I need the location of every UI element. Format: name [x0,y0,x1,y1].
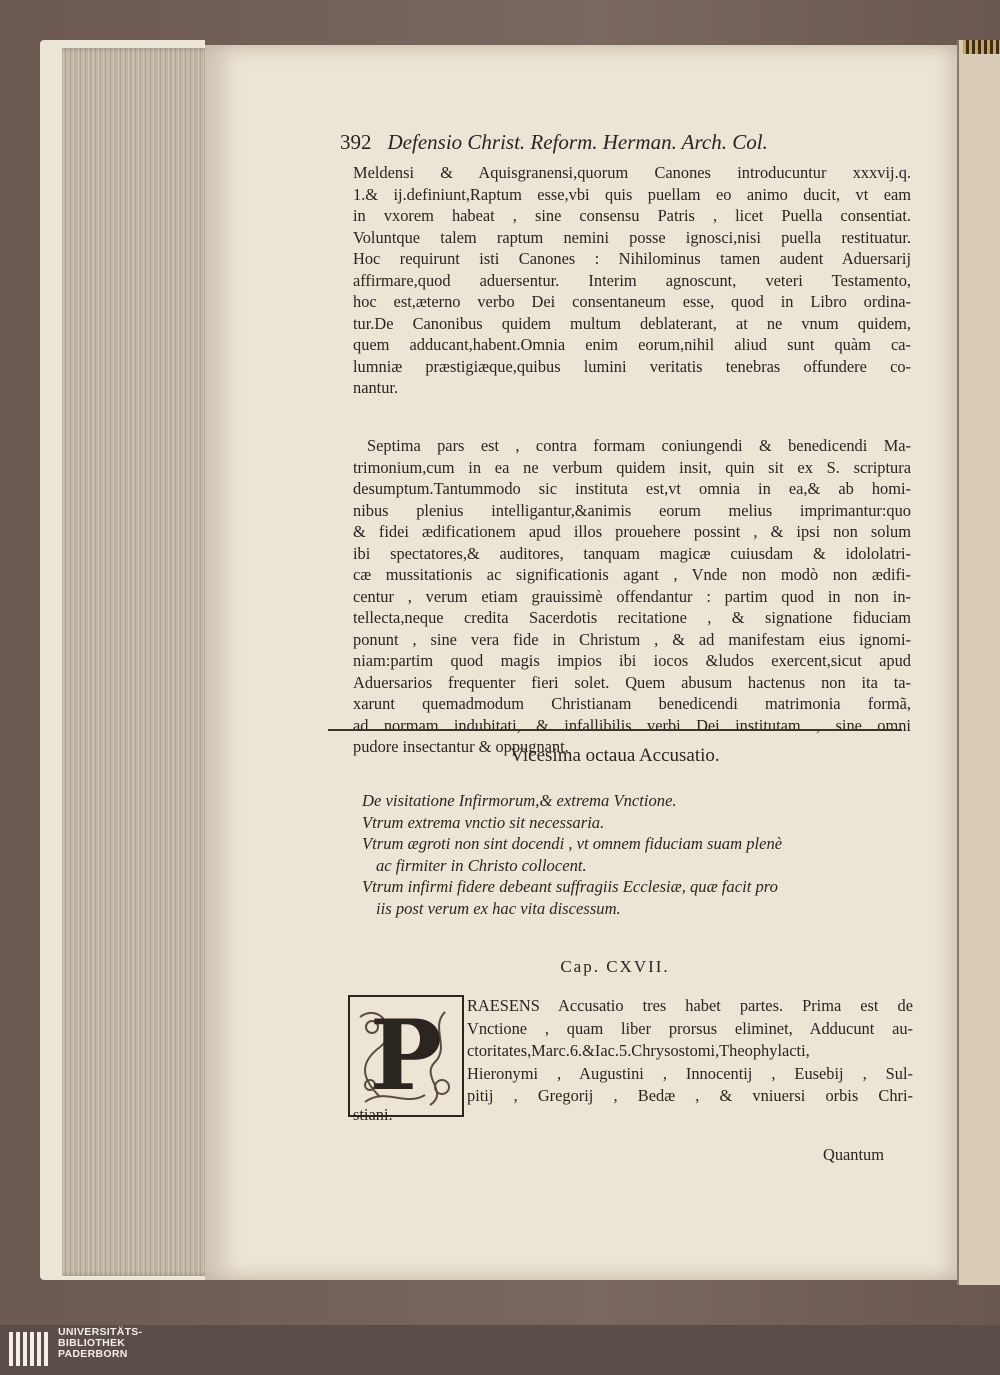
page-number: 392 [340,130,372,154]
text-line: affirmare,quod aduersentur. Interim agnoscunt, veteri Testamento, [353,270,911,290]
topic-item: iis post verum ex hac vita discessum. [376,898,621,918]
text-line: ibi spectatores,& auditores, tanquam magicæ cuiusdam & idololatri- [353,543,911,563]
text-line: ponunt , sine vera fide in Christum , & ad manifestam eius ignomi- [353,629,911,649]
text-line: in vxorem habeat , sine consensu Patris , licet Puella consentiat. [353,206,911,225]
text-line: Vnctione , quam liber prorsus eliminet, Adducunt au- [467,1018,913,1038]
facing-page-edge [957,40,1000,1285]
running-title: Defensio Christ. Reform. Herman. Arch. Col. [387,130,768,154]
footer-bar [0,1325,1000,1375]
catchword: Quantum [823,1145,885,1164]
paragraph-3-last-line: stiani. [353,1105,393,1124]
text-line: ad normam indubitati, & infallibilis verbi Dei institutam , sine omni [353,715,911,735]
text-line: hoc est,æterno verbo Dei consentaneum esse, quod in Libro ordina- [353,292,911,311]
text-line: pitij , Gregorij , Bedæ , & vniuersi orbis Chri- [467,1086,913,1105]
binding-ornament [963,40,1000,54]
text-line: Meldensi & Aquisgranensi,quorum Canones introducuntur xxxvij.q. [353,163,911,182]
library-logo-icon [8,1330,52,1368]
topic-item: De visitatione Infirmorum,& extrema Vnctione. [362,791,677,810]
decorated-initial [348,995,464,1117]
text-line: ctoritates,Marc.6.&Iac.5.Chrysostomi,Theophylacti, [467,1041,810,1060]
text-line: Aduersarios frequenter fieri solet. Quem abusum hactenus non ita ta- [353,672,911,692]
text-line: Hieronymi , Augustini , Innocentij , Eusebij , Sul- [467,1063,913,1083]
text-line: xarunt quemadmodum Christianam benedicendi matrimonia formã, [353,694,911,713]
section-divider [328,729,902,731]
text-line: centur , verum etiam grauissimè offendantur : partim quod in non in- [353,586,911,606]
library-line-1: UNIVERSITÄTS- [58,1326,143,1338]
paragraph-1 [353,162,911,399]
library-line-2: BIBLIOTHEK [58,1337,126,1349]
text-line: 1.& ij.definiunt,Raptum esse,vbi quis puellam eo animo ducit, vt eam [353,184,911,204]
topic-list [362,790,907,919]
page-header [340,130,940,155]
text-line: nibus plenius intelligantur,&animis eorum melius imprimantur:quo [353,500,911,520]
text-line: lumniæ præstigiæque,quibus lumini veritatis tenebras offundere co- [353,356,911,376]
text-line: tur.De Canonibus quidem multum deblaterant, at ne vnum quidem, [353,313,911,333]
text-line: RAESENS Accusatio tres habet partes. Prima est de [467,996,913,1015]
topic-item: Vtrum ægroti non sint docendi , vt omnem fiduciam suam plenè [362,834,783,853]
paragraph-3 [467,995,913,1108]
text-line: quem adducant,habent.Omnia enim eorum,nihil aliud sunt quàm ca- [353,335,911,354]
book-page [205,45,957,1280]
text-line: trimonium,cum in ea ne verbum quidem insit, quin sit ex S. scriptura [353,457,911,477]
library-line-3: PADERBORN [58,1348,128,1360]
text-line: Septima pars est , contra formam coniungendi & benedicendi Ma- [367,436,911,455]
paragraph-2 [353,435,911,758]
text-line: tellecta,neque credita Sacerdotis recitatione , & signatione fiduciam [353,608,911,627]
text-line: Hoc requirunt isti Canones : Nihilominus tamen audent Aduersarij [353,249,911,268]
initial-letter: P [369,999,443,1112]
text-line: pudore insectantur & oppugnant. [353,737,569,756]
page-stack-edge [62,48,212,1276]
text-line: niam:partim quod magis impios ibi iocos &ludos exercent,sicut apud [353,651,911,670]
section-heading: Vicesima octaua Accusatio. [510,745,720,766]
topic-item: ac firmiter in Christo collocent. [376,855,587,875]
chapter-heading: Cap. CXVII. [560,957,670,976]
text-line: & fidei ædificationem apud illos prouehere possint , & ipsi non solum [353,522,911,541]
topic-item: Vtrum extrema vnctio sit necessaria. [362,812,605,832]
text-line: desumptum.Tantummodo sic instituta est,vt omnia in ea,& ab homi- [353,479,911,498]
topic-item: Vtrum infirmi fidere debeant suffragiis Ecclesiæ, quæ facit pro [362,877,778,896]
library-name [58,1327,142,1360]
text-line: nantur. [353,378,399,397]
text-line: cæ mussitationis ac significationis agant , Vnde non modò non ædifi- [353,565,911,584]
text-line: Voluntque talem raptum nemini posse ignosci,nisi puella restituatur. [353,227,911,247]
